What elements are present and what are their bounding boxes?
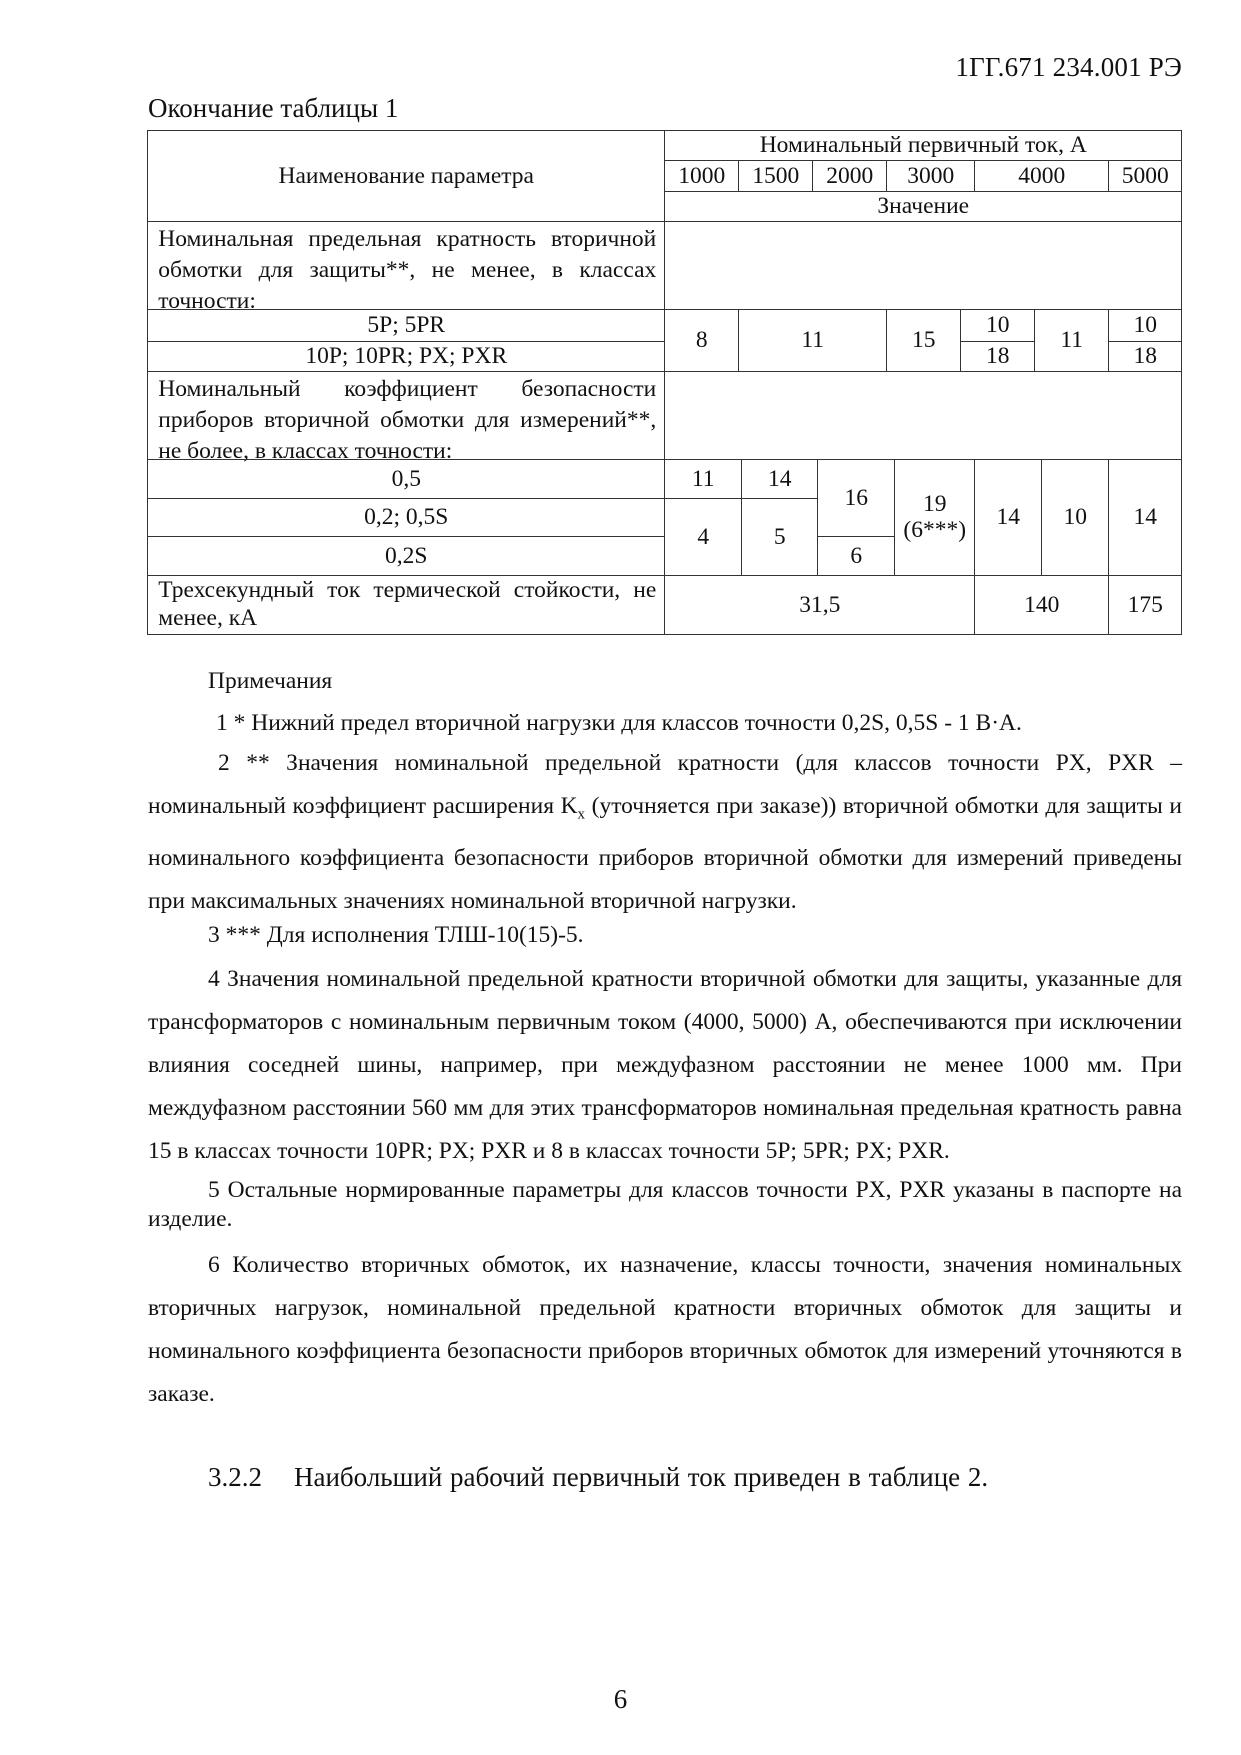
cell-footnote: (6***) [903, 516, 967, 543]
cell-value: 19 [923, 490, 947, 517]
section-heading [208, 1462, 988, 1493]
meas-2000-top [817, 459, 895, 537]
cell-value: 11 [1060, 327, 1084, 354]
note-4: 4 Значения номинальной предельной кратности вторичной обмотки для защиты, указанные для трансформаторов с номинальным первичным током (4000, 5000) А, обеспечиваются при исключении влияния соседней шины, например, при междуфазном расстоянии не менее 1000 мм. При междуфазном расстоянии 560 мм для этих трансформаторов номинальная предельная кратность равна 15 в классах точности 10PR; PX; PXR и 8 в классах точности 5P; 5PR; PX; PXR. [148, 966, 1182, 1164]
cell-value: 6 [850, 542, 863, 569]
section-text: Наибольший рабочий первичный ток приведен в таблице 2. [294, 1462, 989, 1492]
cell-value: 11 [691, 465, 715, 492]
meas-2000-bottom [817, 536, 895, 576]
current-1000 [664, 160, 739, 192]
cell-value: 14 [996, 504, 1020, 531]
thermal-4000 [974, 575, 1109, 635]
current-value: 5000 [1121, 162, 1169, 189]
prot-4000a-top [960, 309, 1035, 342]
prot-4000b [1034, 309, 1109, 372]
class-0-2s [147, 536, 665, 576]
table-caption: Окончание таблицы 1 [148, 93, 399, 123]
class-label: 0,5 [391, 465, 421, 492]
document-number: 1ГГ.671 234.001 РЭ [955, 52, 1182, 82]
note-2 [148, 742, 1182, 923]
cell-value: 16 [844, 484, 868, 511]
page-number: 6 [613, 1684, 628, 1714]
param-name-header [147, 130, 665, 222]
current-header [664, 130, 1182, 161]
thermal-title [147, 575, 665, 635]
current-4000 [974, 160, 1109, 192]
protection-title [147, 221, 665, 315]
prot-1000 [664, 309, 739, 372]
current-value: 1500 [752, 162, 800, 189]
cell-value: 4 [697, 523, 710, 550]
current-1500 [738, 160, 813, 192]
prot-1500-2000 [738, 309, 887, 372]
cell-value: 175 [1127, 591, 1163, 618]
cell-value: 10 [986, 312, 1010, 339]
prot-5000-top [1108, 309, 1182, 342]
class-0-2 [147, 498, 665, 537]
protection-blank [664, 221, 1182, 310]
cell-value: 10 [1063, 504, 1087, 531]
protection-title-text: Номинальная предельная кратность вторичной обмотки для защиты**, не менее, в классах точности: [158, 226, 657, 315]
meas-4000a [974, 459, 1042, 576]
note-3: 3 *** Для исполнения ТЛШ-10(15)-5. [208, 922, 584, 948]
class-5p [147, 309, 665, 342]
measurement-blank [664, 371, 1182, 460]
measurement-title [147, 371, 665, 465]
meas-1500-top [741, 459, 818, 499]
current-2000 [812, 160, 887, 192]
note-6: 6 Количество вторичных обмоток, их назначение, классы точности, значения номинальных вторичных нагрузок, номинальной предельной кратности вторичных обмоток для защиты и номинального коэффициента безопасности приборов вторичных обмоток для измерений уточняются в заказе. [148, 1252, 1182, 1407]
param-name-header-text: Наименование параметра [278, 162, 534, 189]
current-3000 [886, 160, 975, 192]
value-header-text: Значение [877, 193, 970, 220]
meas-1000-bottom [664, 498, 742, 576]
cell-value: 11 [801, 327, 825, 354]
prot-3000 [886, 309, 961, 372]
prot-5000-bottom [1108, 341, 1182, 372]
class-label: 5P; 5PR [367, 312, 446, 339]
meas-1000-top [664, 459, 742, 499]
meas-3000 [894, 459, 975, 576]
cell-value: 10 [1133, 312, 1157, 339]
note-2-text-b: (уточняется при заказе)) вторичной обмотки для защиты и номинального коэффициента безопасности приборов вторичной обмотки для измерений приведены при максимальных значениях номинальной вторичной нагрузки. [148, 793, 1182, 914]
current-value: 3000 [907, 162, 955, 189]
cell-value: 140 [1024, 591, 1060, 618]
cell-value: 14 [768, 465, 792, 492]
meas-5000 [1108, 459, 1182, 576]
prot-4000a-bottom [960, 341, 1035, 372]
cell-value: 5 [773, 523, 786, 550]
section-number: 3.2.2 [208, 1462, 262, 1492]
class-10p [147, 341, 665, 372]
cell-value: 18 [986, 343, 1010, 370]
thermal-1000-3000 [664, 575, 975, 635]
meas-4000b [1041, 459, 1109, 576]
current-header-text: Номинальный первичный ток, А [759, 132, 1087, 159]
current-5000 [1108, 160, 1182, 192]
cell-value: 18 [1133, 343, 1157, 370]
note-2-text-a: 2 ** Значения номинальной предельной кратности (для классов точности PX, PXR – номинальный коэффициент расширения K [148, 750, 1182, 819]
cell-value: 31,5 [799, 591, 841, 618]
current-value: 4000 [1018, 162, 1066, 189]
thermal-title-text: Трехсекундный ток термической стойкости, не менее, кА [158, 577, 657, 632]
class-label: 0,2S [385, 542, 428, 569]
cell-value: 8 [695, 327, 708, 354]
meas-1500-bottom [741, 498, 818, 576]
class-label: 0,2; 0,5S [364, 504, 449, 531]
notes-title: Примечания [208, 668, 333, 694]
thermal-5000 [1108, 575, 1182, 635]
note-2-subscript: x [577, 806, 586, 823]
class-0-5 [147, 459, 665, 499]
measurement-title-text: Номинальный коэффициент безопасности приборов вторичной обмотки для измерений**, не более, в классах точности: [158, 376, 657, 465]
cell-value: 14 [1133, 504, 1157, 531]
current-value: 1000 [678, 162, 726, 189]
value-header [664, 191, 1182, 222]
note-1: 1 * Нижний предел вторичной нагрузки для классов точности 0,2S, 0,5S - 1 В·А. [216, 710, 1022, 736]
cell-value: 15 [912, 327, 936, 354]
current-value: 2000 [826, 162, 874, 189]
class-label: 10P; 10PR; PX; PXR [305, 343, 508, 370]
note-5: 5 Остальные нормированные параметры для классов точности PX, PXR указаны в паспорте на изделие. [148, 1177, 1182, 1232]
